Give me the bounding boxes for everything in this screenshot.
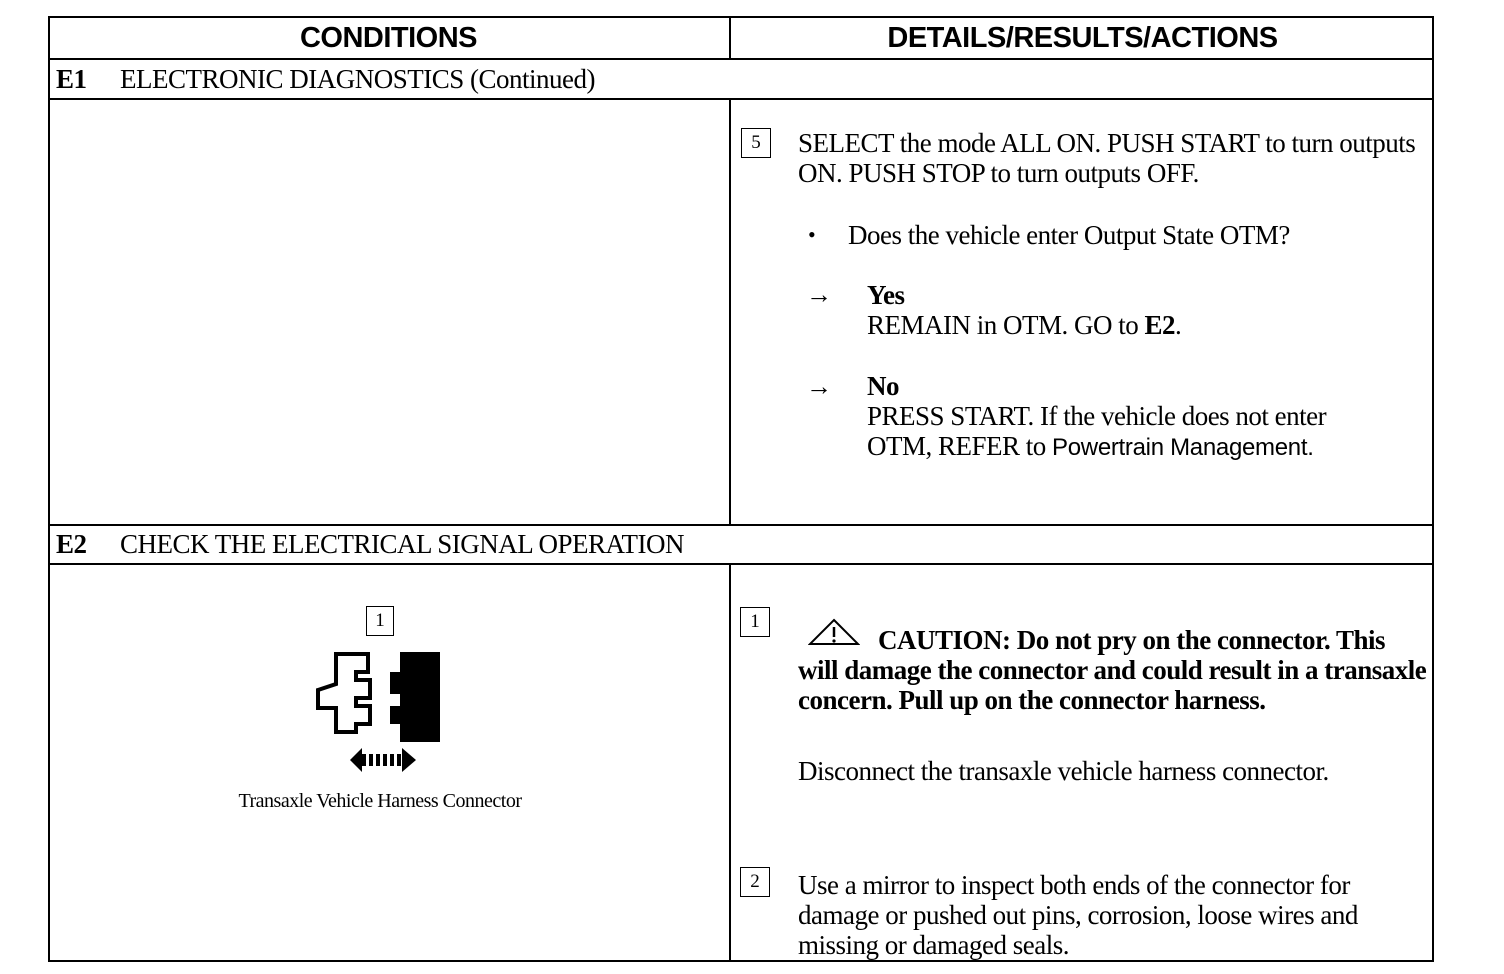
yes-action-suffix: . (1175, 310, 1182, 340)
e2-step2-number: 2 (740, 867, 770, 897)
e1-title: ELECTRONIC DIAGNOSTICS (Continued) (120, 64, 595, 94)
harness-connector-illustration (312, 650, 444, 774)
e1-code: E1 (56, 64, 87, 94)
e2-code: E2 (56, 529, 87, 559)
powertrain-management-link: Powertrain Management. (1052, 434, 1314, 461)
e1-step-number: 5 (741, 128, 771, 158)
yes-action-prefix: REMAIN in OTM. GO to (867, 310, 1145, 340)
figure-step-number: 1 (366, 606, 394, 636)
caution-text: Do not pry on the connector. This will damage the connector and could result in a transaxle concern. Pull up on the connector harness. (798, 625, 1427, 715)
e2-title: CHECK THE ELECTRICAL SIGNAL OPERATION (120, 529, 684, 559)
yes-arrow-icon: → (806, 280, 832, 309)
yes-action-ref: E2 (1144, 310, 1176, 340)
e1-section-title (56, 59, 595, 99)
e1-question: Does the vehicle enter Output State OTM? (848, 220, 1290, 250)
e2-step2-text: Use a mirror to inspect both ends of the connector for damage or pushed out pins, corrosion, loose wires and missing or damaged seals. (798, 870, 1358, 960)
yes-label: Yes (867, 280, 905, 310)
e1-instruction: SELECT the mode ALL ON. PUSH START to turn outputs ON. PUSH STOP to turn outputs OFF. (798, 128, 1416, 188)
details-header: DETAILS/RESULTS/ACTIONS (887, 22, 1278, 54)
conditions-header: CONDITIONS (299, 22, 478, 54)
no-arrow-icon: → (806, 372, 832, 401)
e1-column-divider (729, 98, 731, 524)
no-action-line1: PRESS START. If the vehicle does not enter (867, 401, 1327, 431)
e2-step1-text: Disconnect the transaxle vehicle harness connector. (798, 756, 1329, 786)
e2-column-divider (729, 563, 731, 962)
no-label: No (867, 371, 899, 401)
caution-block (798, 625, 1428, 715)
caution-word: CAUTION: (878, 625, 1011, 655)
e2-section-title (56, 524, 684, 564)
figure-caption: Transaxle Vehicle Harness Connector (238, 790, 522, 812)
e2-step1-number: 1 (740, 607, 770, 637)
no-action-serif: OTM, REFER to (867, 431, 1053, 461)
no-action-line2 (867, 431, 1314, 463)
yes-action (867, 310, 1181, 340)
e1-bullet: • (808, 222, 816, 247)
